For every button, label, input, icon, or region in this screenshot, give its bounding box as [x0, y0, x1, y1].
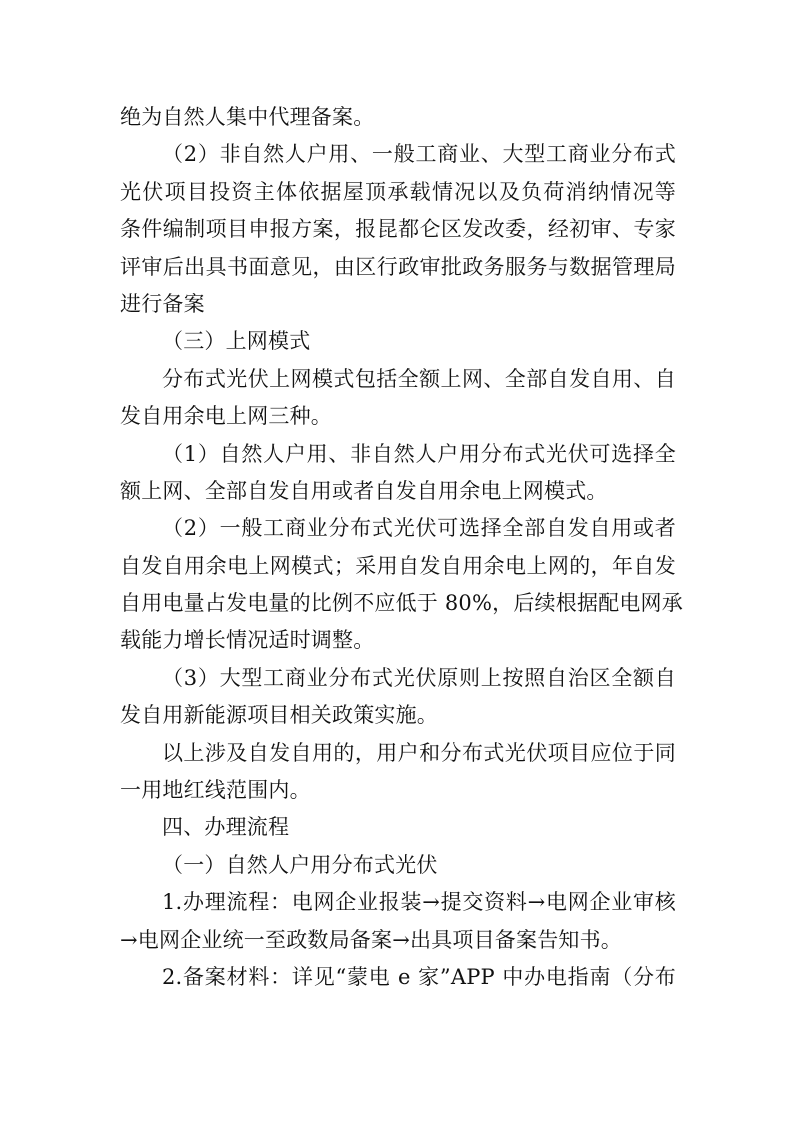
section-heading: （三）上网模式 [162, 329, 311, 354]
text-line: 自用电量占发电量的比例不应低于 80%，后续根据配电网承 [120, 591, 683, 616]
text-line: 2.备案材料：详见“蒙电 e 家”APP 中办电指南（分布 [162, 964, 676, 989]
text-line: 以上涉及自发自用的，用户和分布式光伏项目应位于同 [162, 740, 676, 765]
text-line: 评审后出具书面意见，由区行政审批政务服务与数据管理局 [120, 254, 676, 279]
text-line: （1）自然人户用、非自然人户用分布式光伏可选择全 [162, 441, 676, 466]
section-heading: （一）自然人户用分布式光伏 [162, 852, 438, 877]
text-line: 绝为自然人集中代理备案。 [120, 105, 375, 129]
text-line: 发自用余电上网三种。 [120, 404, 332, 429]
text-line: 1.办理流程：电网企业报装→提交资料→电网企业审核 [162, 890, 676, 915]
text-line: 载能力增长情况适时调整。 [120, 628, 375, 653]
text-line: 自发自用余电上网模式；采用自发自用余电上网的，年自发 [120, 553, 676, 578]
text-line: 一用地红线范围内。 [120, 778, 311, 803]
document-body [120, 99, 683, 996]
text-line: （2）非自然人户用、一般工商业、大型工商业分布式 [162, 142, 676, 167]
text-line: （3）大型工商业分布式光伏原则上按照自治区全额自 [162, 665, 676, 690]
text-line: 光伏项目投资主体依据屋顶承载情况以及负荷消纳情况等 [120, 179, 676, 204]
text-line: →电网企业统一至政数局备案→出具项目备案告知书。 [120, 927, 622, 952]
text-line: 条件编制项目申报方案，报昆都仑区发改委，经初审、专家 [120, 217, 676, 242]
text-line: 进行备案 [120, 291, 205, 316]
section-heading: 四、办理流程 [162, 815, 290, 840]
text-line: 发自用新能源项目相关政策实施。 [120, 703, 438, 728]
text-line: 额上网、全部自发自用或者自发自用余电上网模式。 [120, 478, 608, 503]
text-line: 分布式光伏上网模式包括全额上网、全部自发自用、自 [162, 366, 676, 391]
text-line: （2）一般工商业分布式光伏可选择全部自发自用或者 [162, 516, 676, 541]
